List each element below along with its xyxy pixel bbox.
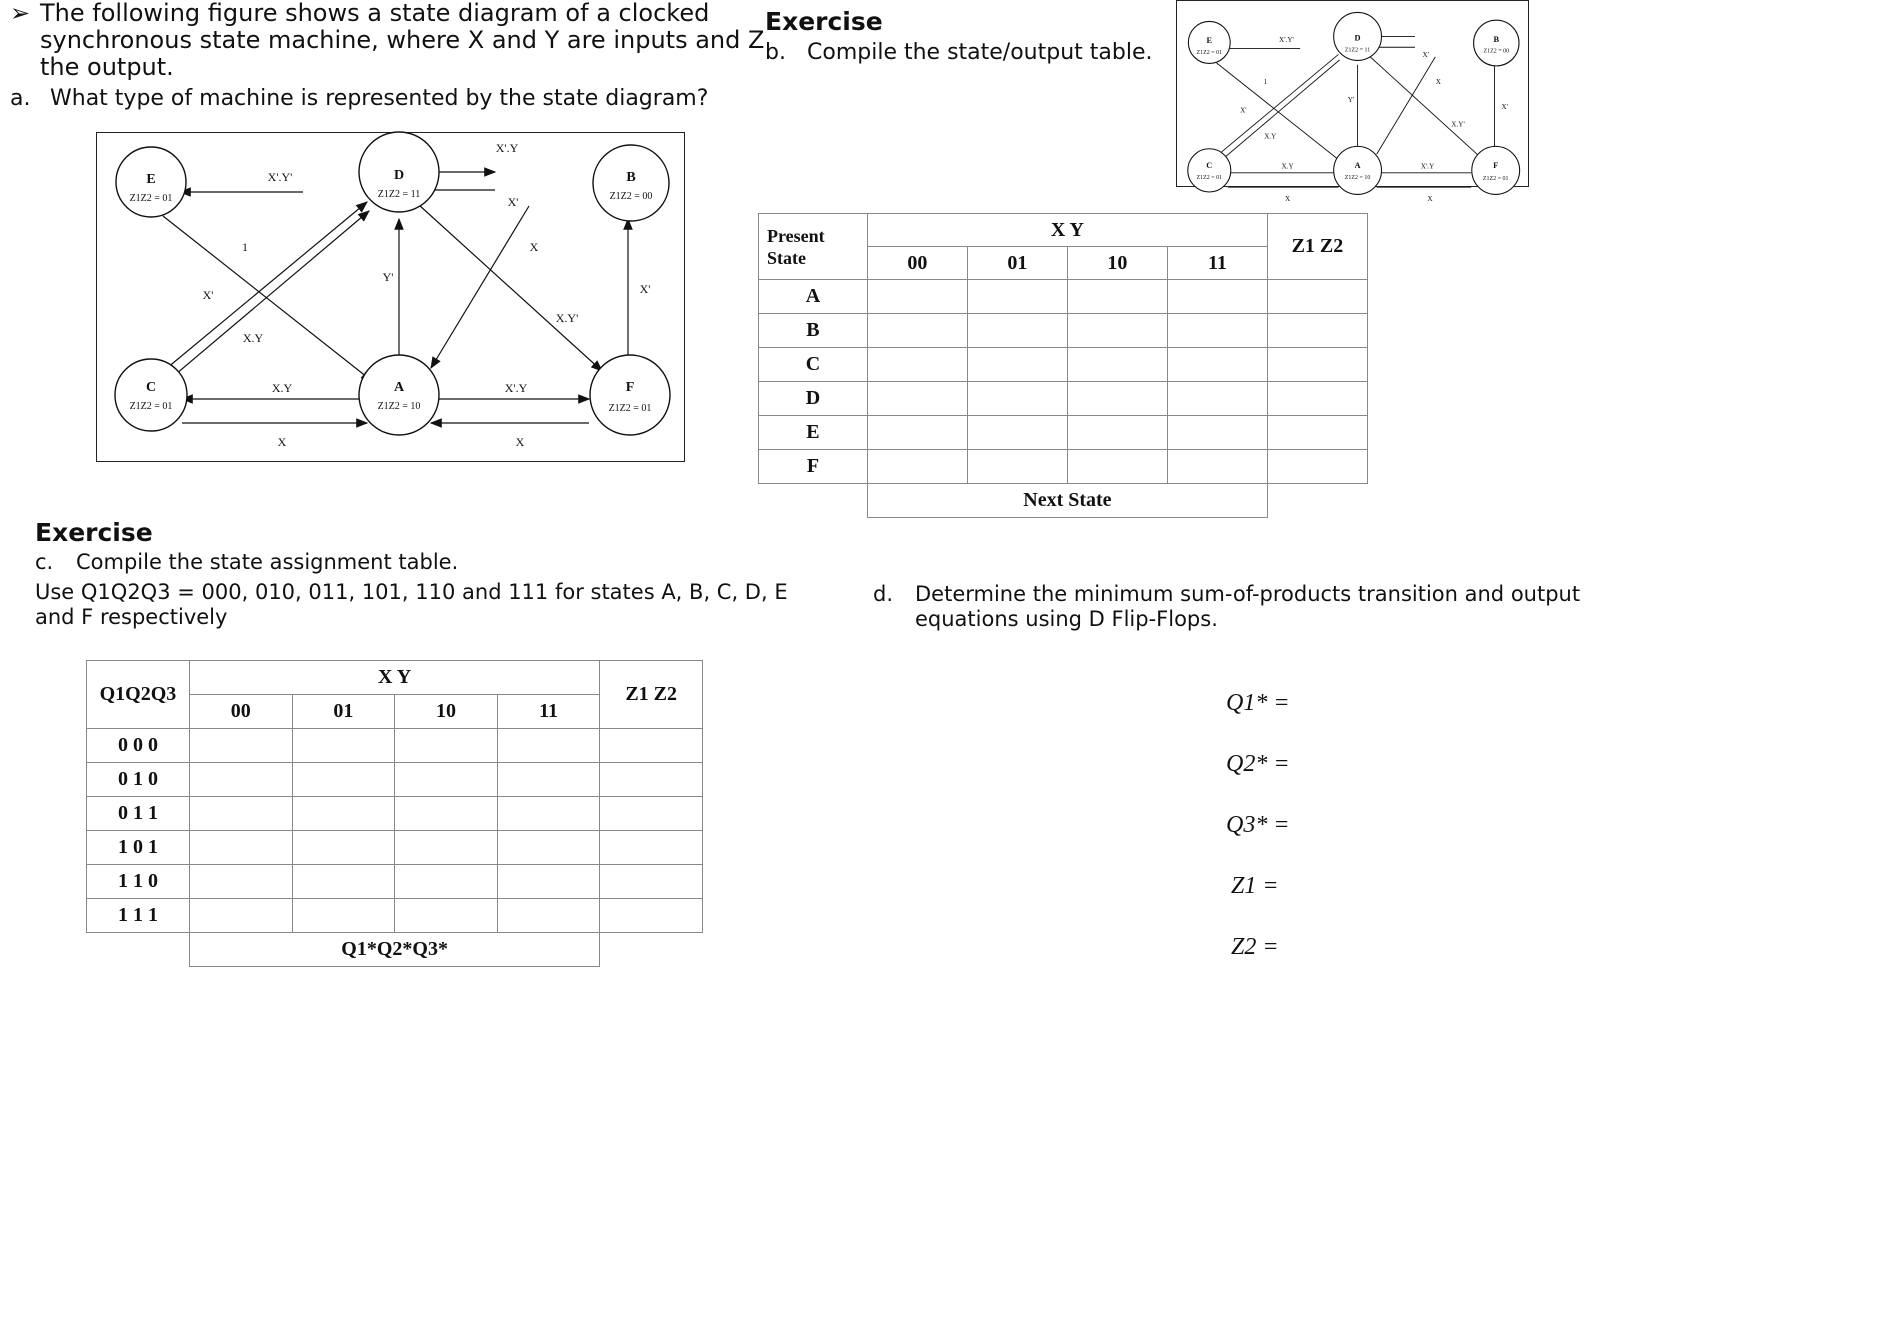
edge-d-f <box>419 205 602 371</box>
svg-text:X: X <box>1435 77 1441 86</box>
state-assignment-table <box>86 660 703 967</box>
q-row-label: 1 1 1 <box>87 899 190 933</box>
edge-label-xn-db: X' <box>507 195 519 209</box>
svg-text:X': X' <box>1501 103 1508 112</box>
state-c-name: C <box>145 380 157 395</box>
state-a-output: Z1Z2 = 10 <box>377 401 421 412</box>
exercise-b-text: Compile the state/output table. <box>807 40 1153 65</box>
svg-text:Z1Z2 = 00: Z1Z2 = 00 <box>1483 48 1510 55</box>
table-row <box>87 797 703 831</box>
state-a-row-label: A <box>759 280 868 314</box>
svg-text:Z1Z2 = 01: Z1Z2 = 01 <box>1482 175 1509 182</box>
state-a-name: A <box>393 380 405 395</box>
edge-e-a <box>163 216 372 381</box>
col-header-01: 01 <box>967 247 1067 280</box>
edge-label-xn-ec: X' <box>202 288 214 302</box>
equation-q1: Q1* = <box>1226 690 1290 716</box>
state-a-circle <box>359 355 439 435</box>
table-row <box>759 416 1368 450</box>
state-f-row-label: F <box>759 450 868 484</box>
exercise-b-title: Exercise <box>765 7 883 36</box>
exercise-c-use-line-1: Use Q1Q2Q3 = 000, 010, 011, 101, 110 and 111 for states A, B, C, D, E <box>35 580 788 604</box>
z-output-header: Z1 Z2 <box>1267 214 1367 280</box>
next-state-q-footer: Q1*Q2*Q3* <box>189 933 599 967</box>
svg-text:E: E <box>1206 36 1213 46</box>
next-state-footer: Next State <box>867 484 1267 518</box>
state-f-output: Z1Z2 = 01 <box>608 403 652 414</box>
edge-label-yn: Y' <box>382 270 394 284</box>
exercise-c-use-line-2: and F respectively <box>35 605 228 629</box>
edge-label-xny-top: X'.Y <box>495 141 519 155</box>
col-header-11: 11 <box>1167 247 1267 280</box>
svg-text:D: D <box>1354 33 1361 43</box>
svg-text:X: X <box>1285 195 1291 204</box>
state-f-name: F <box>625 380 635 395</box>
assign-z-header: Z1 Z2 <box>600 661 703 729</box>
q-row-label: 0 1 0 <box>87 763 190 797</box>
table-row <box>87 899 703 933</box>
intro-bullet: ➢ <box>10 0 31 27</box>
exercise-d-label: d. <box>873 582 894 606</box>
q-row-label: 1 0 1 <box>87 831 190 865</box>
exercise-c-text: Compile the state assignment table. <box>76 550 459 574</box>
state-d-output: Z1Z2 = 11 <box>377 189 421 200</box>
intro-line-3: the output. <box>40 53 174 81</box>
equation-z1: Z1 = <box>1231 873 1279 899</box>
svg-text:B: B <box>1493 34 1500 44</box>
table-row <box>87 763 703 797</box>
xy-header: X Y <box>867 214 1267 247</box>
state-b-output: Z1Z2 = 00 <box>609 191 653 202</box>
edge-label-xy-ca: X.Y <box>271 381 293 395</box>
edge-label-xny-af: X'.Y <box>504 381 528 395</box>
question-a-label: a. <box>10 86 31 111</box>
table-row <box>759 280 1368 314</box>
equation-z2: Z2 = <box>1231 934 1279 960</box>
table-row <box>87 729 703 763</box>
svg-text:X': X' <box>1240 106 1247 115</box>
q-header: Q1Q2Q3 <box>87 661 190 729</box>
table-row <box>87 831 703 865</box>
state-c-row-label: C <box>759 348 868 382</box>
exercise-b-label: b. <box>765 40 786 65</box>
table-row <box>759 314 1368 348</box>
col-header-10: 10 <box>1067 247 1167 280</box>
svg-text:Z1Z2 = 11: Z1Z2 = 11 <box>1344 47 1371 54</box>
edge-label-x-ac: X <box>277 435 287 449</box>
state-e-output: Z1Z2 = 01 <box>129 193 173 204</box>
edge-label-xy-c: X.Y <box>242 331 264 345</box>
svg-text:X.Y: X.Y <box>1281 162 1294 171</box>
q-row-label: 1 1 0 <box>87 865 190 899</box>
question-a-text: What type of machine is represented by the state diagram? <box>50 86 709 111</box>
svg-text:Y': Y' <box>1347 95 1355 104</box>
edge-label-xnyn: X'.Y' <box>267 170 293 184</box>
assign-xy-header: X Y <box>189 661 599 695</box>
q-row-label: 0 0 0 <box>87 729 190 763</box>
state-b-row-label: B <box>759 314 868 348</box>
table-row <box>759 450 1368 484</box>
edge-c-d-2 <box>163 211 369 385</box>
intro-line-1: The following figure shows a state diagram of a clocked <box>40 0 710 27</box>
q-row-label: 0 1 1 <box>87 797 190 831</box>
svg-text:Z1Z2 = 01: Z1Z2 = 01 <box>1196 49 1223 56</box>
svg-text:Z1Z2 = 10: Z1Z2 = 10 <box>1344 174 1371 181</box>
state-diagram-svg <box>97 133 684 461</box>
state-output-table <box>758 213 1368 518</box>
state-c-circle <box>115 359 187 431</box>
svg-text:X.Y': X.Y' <box>1451 120 1465 129</box>
svg-text:X.Y: X.Y <box>1264 132 1277 141</box>
edge-label-one: 1 <box>242 240 248 254</box>
svg-text:A: A <box>1354 160 1361 170</box>
table-row <box>759 348 1368 382</box>
exercise-d-line-1: Determine the minimum sum-of-products transition and output <box>915 582 1581 606</box>
assign-col-00: 00 <box>189 695 292 729</box>
table-row <box>87 865 703 899</box>
state-d-name: D <box>393 168 405 183</box>
state-c-output: Z1Z2 = 01 <box>129 401 173 412</box>
equation-q3: Q3* = <box>1226 812 1290 838</box>
state-e-row-label: E <box>759 416 868 450</box>
state-f-circle <box>590 355 670 435</box>
state-diagram-thumbnail <box>1176 0 1529 204</box>
edge-label-x-da: X <box>529 240 539 254</box>
edge-b-a <box>431 206 529 368</box>
assign-col-11: 11 <box>497 695 600 729</box>
svg-text:X: X <box>1427 195 1433 204</box>
assign-col-10: 10 <box>395 695 498 729</box>
svg-text:C: C <box>1206 160 1213 170</box>
svg-text:X'.Y: X'.Y <box>1420 162 1435 171</box>
edge-label-xn-fb: X' <box>639 282 651 296</box>
state-diagram-thumbnail-svg <box>1177 1 1528 204</box>
edge-label-x-fa: X <box>515 435 525 449</box>
edge-label-xyn: X.Y' <box>555 311 579 325</box>
present-state-header: Present State <box>759 214 868 280</box>
svg-text:Z1Z2 = 01: Z1Z2 = 01 <box>1196 174 1223 181</box>
assign-col-01: 01 <box>292 695 395 729</box>
svg-text:X'.Y': X'.Y' <box>1279 35 1294 44</box>
exercise-c-title: Exercise <box>35 518 153 547</box>
exercise-c-label: c. <box>35 550 54 574</box>
svg-text:F: F <box>1493 160 1499 170</box>
state-b-name: B <box>626 170 636 185</box>
table-row <box>759 382 1368 416</box>
exercise-d-line-2: equations using D Flip-Flops. <box>915 607 1218 631</box>
svg-text:X': X' <box>1422 50 1429 59</box>
equation-q2: Q2* = <box>1226 751 1290 777</box>
state-d-row-label: D <box>759 382 868 416</box>
state-diagram <box>96 132 685 462</box>
intro-line-2: synchronous state machine, where X and Y are inputs and Z <box>40 26 765 54</box>
svg-text:1: 1 <box>1263 77 1268 86</box>
state-e-name: E <box>146 172 156 187</box>
col-header-00: 00 <box>867 247 967 280</box>
